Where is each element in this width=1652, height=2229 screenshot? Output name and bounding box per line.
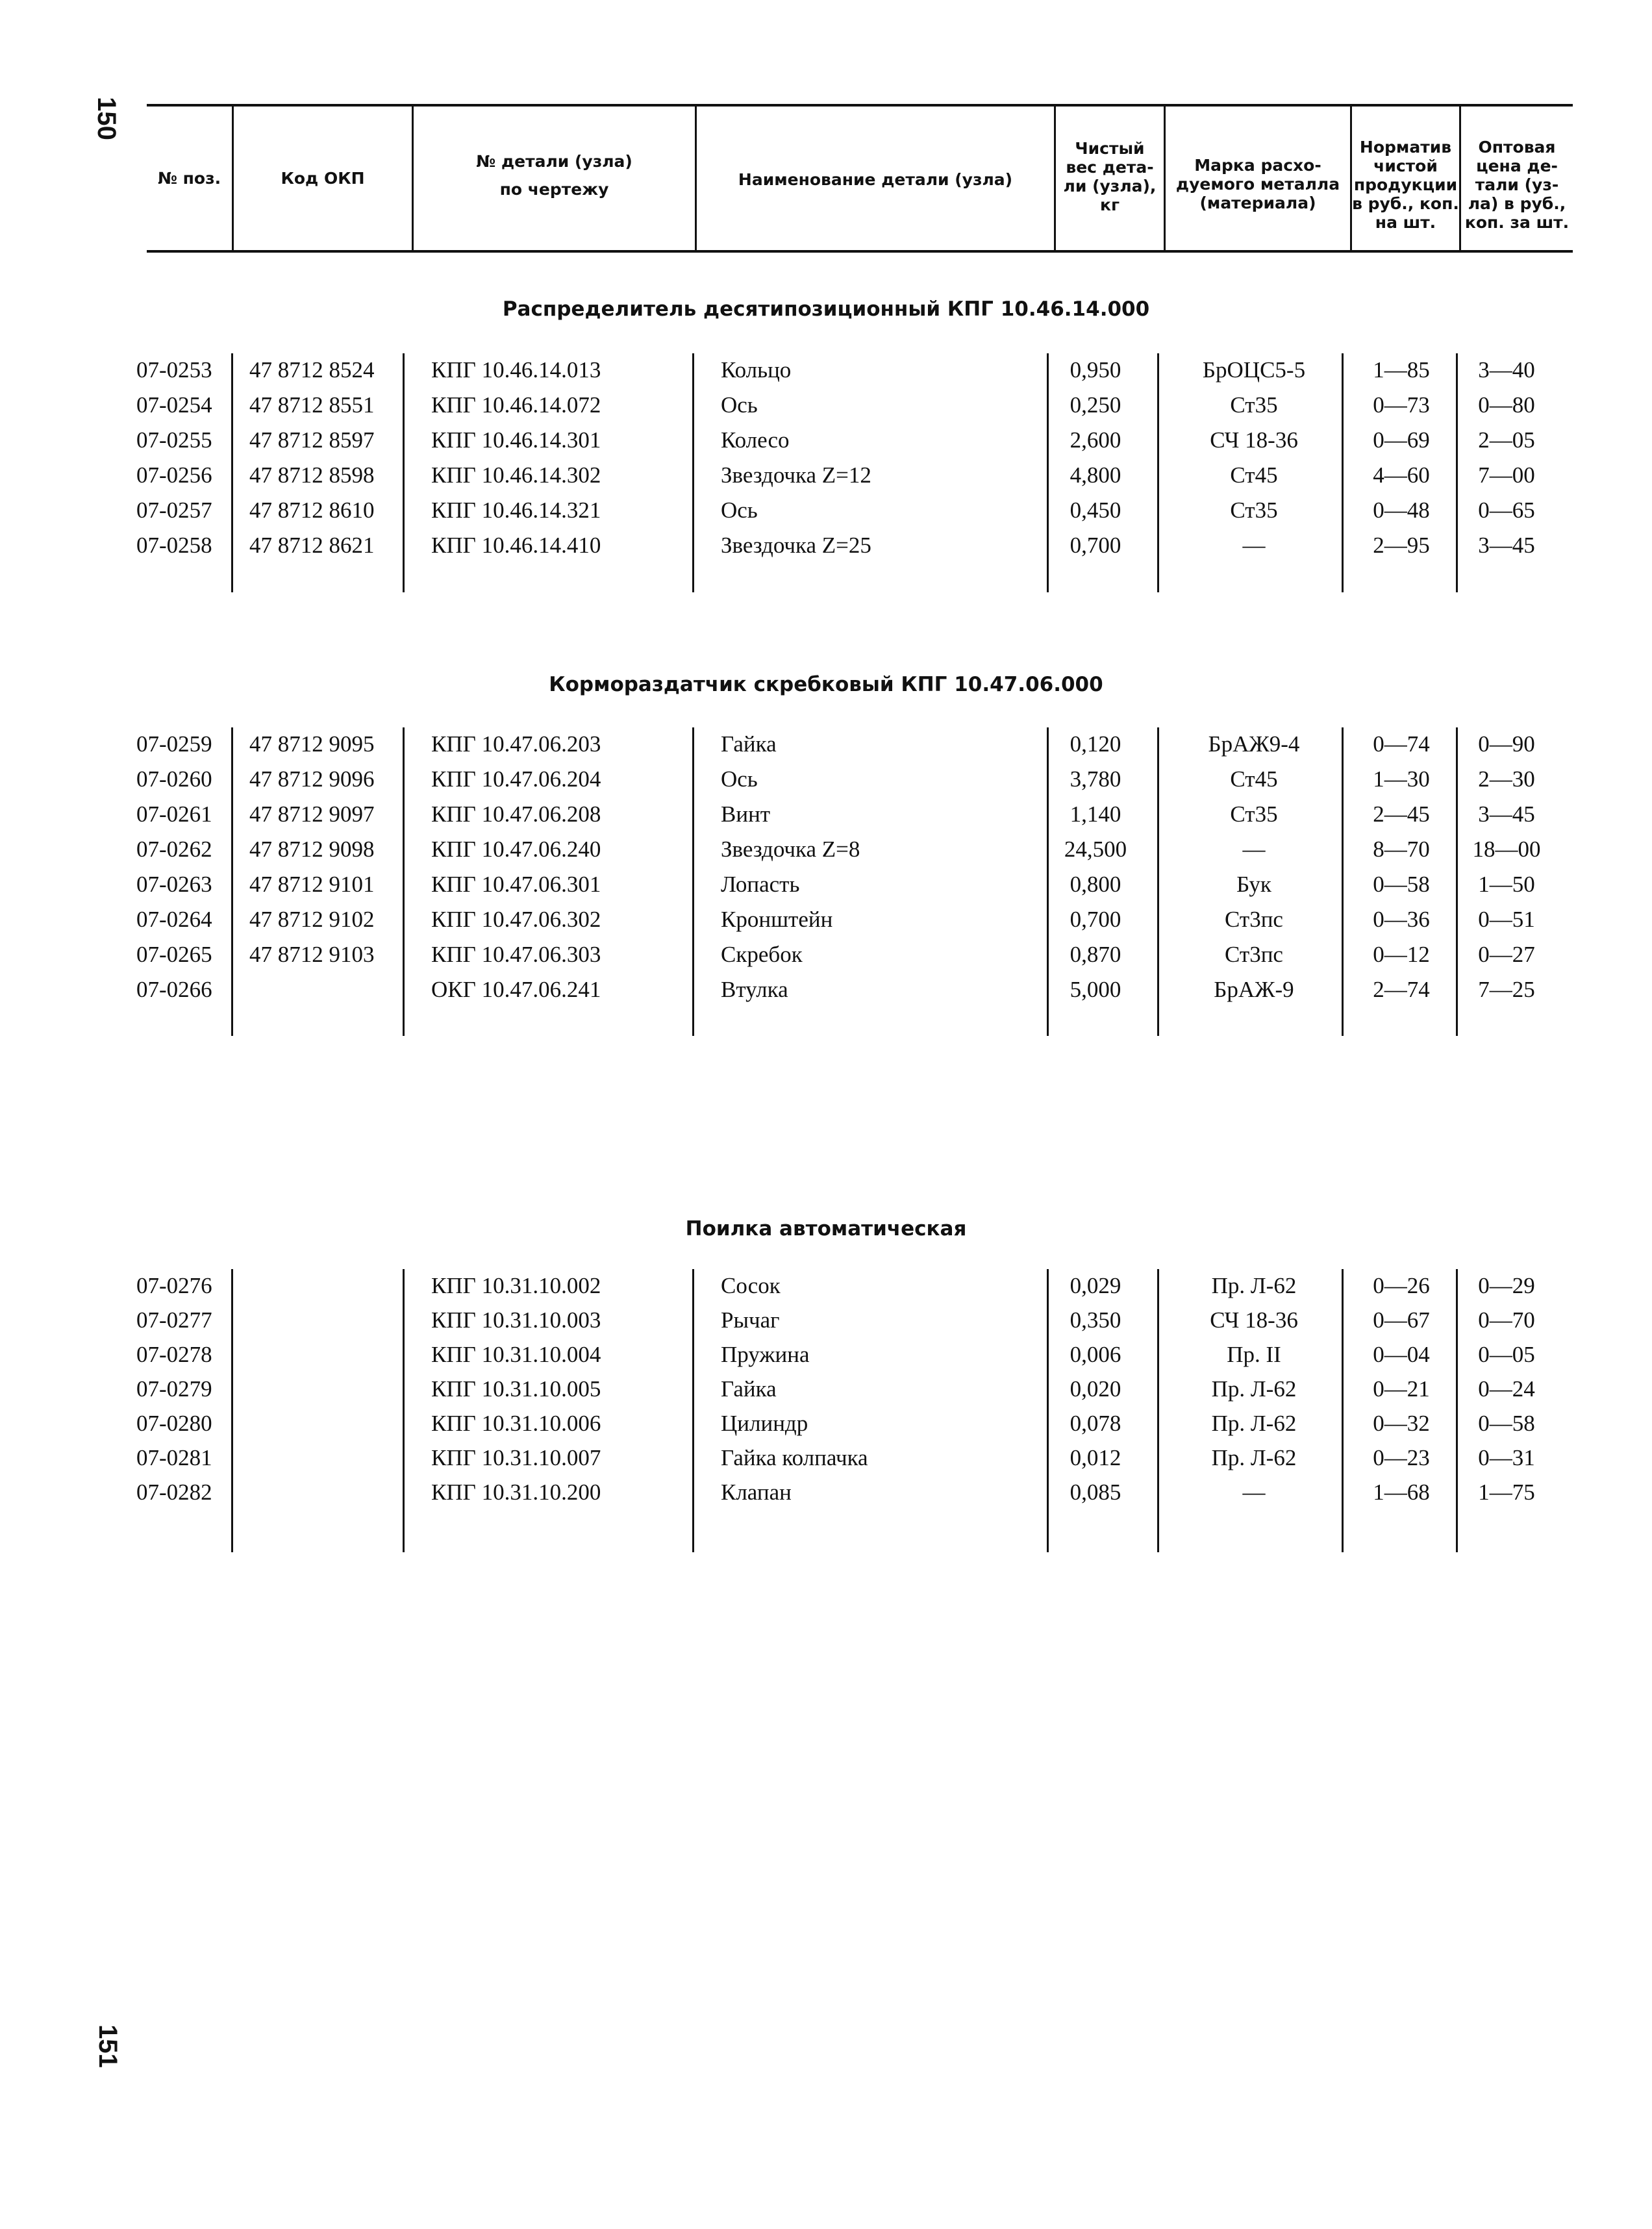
row-okp-code: 47 8712 9102 [249, 907, 375, 932]
header-material-line3: (материала) [1199, 194, 1316, 212]
row-price: 0—58 [1478, 1411, 1535, 1436]
row-norm: 2—45 [1373, 801, 1430, 827]
row-detail-number: КПГ 10.47.06.240 [431, 837, 601, 862]
column-divider [1456, 1269, 1458, 1552]
row-detail-number: КПГ 10.46.14.072 [431, 392, 601, 418]
header-weight-line4: кг [1099, 195, 1120, 214]
row-material: Ст45 [1230, 766, 1278, 792]
row-position: 07-0266 [136, 977, 212, 1002]
row-weight: 0,006 [1070, 1342, 1121, 1367]
row-weight: 5,000 [1070, 977, 1121, 1002]
row-okp-code: 47 8712 8610 [249, 497, 375, 523]
header-okp: Код ОКП [281, 169, 365, 188]
row-detail-number: КПГ 10.31.10.007 [431, 1445, 601, 1470]
row-norm: 0—23 [1373, 1445, 1430, 1470]
row-weight: 0,800 [1070, 872, 1121, 897]
row-position: 07-0263 [136, 872, 212, 897]
column-divider [231, 353, 233, 592]
row-detail-name: Скребок [721, 942, 803, 967]
row-price: 3—45 [1478, 533, 1535, 558]
row-material: — [1242, 837, 1266, 862]
header-material-line1: Марка расхо- [1194, 156, 1321, 175]
row-norm: 1—30 [1373, 766, 1430, 792]
column-divider [1456, 353, 1458, 592]
row-position: 07-0259 [136, 731, 212, 757]
header-weight-line3: ли (узла), [1063, 177, 1157, 195]
row-detail-number: ОКГ 10.47.06.241 [431, 977, 601, 1002]
header-norm-line5: на шт. [1375, 213, 1436, 232]
row-detail-name: Звездочка Z=25 [721, 533, 871, 558]
row-weight: 0,700 [1070, 907, 1121, 932]
row-detail-name: Пружина [721, 1342, 810, 1367]
row-material: Ст35 [1230, 801, 1278, 827]
row-position: 07-0256 [136, 462, 212, 488]
row-weight: 0,950 [1070, 357, 1121, 383]
row-detail-name: Сосок [721, 1273, 781, 1298]
row-weight: 0,020 [1070, 1376, 1121, 1402]
row-detail-name: Звездочка Z=12 [721, 462, 871, 488]
row-position: 07-0278 [136, 1342, 212, 1367]
row-detail-name: Цилиндр [721, 1411, 808, 1436]
row-weight: 0,120 [1070, 731, 1121, 757]
row-material: БрАЖ-9 [1214, 977, 1294, 1002]
row-weight: 2,600 [1070, 427, 1121, 453]
row-price: 0—90 [1478, 731, 1535, 757]
row-position: 07-0253 [136, 357, 212, 383]
row-price: 3—40 [1478, 357, 1535, 383]
row-weight: 0,350 [1070, 1307, 1121, 1333]
row-detail-number: КПГ 10.47.06.203 [431, 731, 601, 757]
row-detail-number: КПГ 10.31.10.002 [431, 1273, 601, 1298]
row-detail-number: КПГ 10.47.06.303 [431, 942, 601, 967]
row-price: 0—65 [1478, 497, 1535, 523]
row-norm: 1—85 [1373, 357, 1430, 383]
row-price: 7—25 [1478, 977, 1535, 1002]
row-material: Ст45 [1230, 462, 1278, 488]
row-norm: 0—04 [1373, 1342, 1430, 1367]
header-weight [1056, 139, 1164, 214]
row-detail-name: Лопасть [721, 872, 800, 897]
row-price: 3—45 [1478, 801, 1535, 827]
row-weight: 4,800 [1070, 462, 1121, 488]
header-detail-no-line1: № детали (узла) [476, 152, 632, 171]
row-detail-number: КПГ 10.47.06.204 [431, 766, 601, 792]
row-material: Пр. Л-62 [1211, 1376, 1297, 1402]
row-detail-name: Рычаг [721, 1307, 780, 1333]
row-detail-number: КПГ 10.47.06.301 [431, 872, 601, 897]
header-price-line5: коп. за шт. [1464, 213, 1570, 232]
column-divider [1157, 727, 1159, 1036]
header-norm-line3: продукции [1353, 175, 1458, 194]
row-detail-name: Гайка [721, 1376, 777, 1402]
row-price: 0—51 [1478, 907, 1535, 932]
row-okp-code: 47 8712 8598 [249, 462, 375, 488]
row-position: 07-0257 [136, 497, 212, 523]
row-position: 07-0276 [136, 1273, 212, 1298]
row-detail-number: КПГ 10.47.06.208 [431, 801, 601, 827]
row-norm: 2—95 [1373, 533, 1430, 558]
row-material: Ст35 [1230, 497, 1278, 523]
row-norm: 8—70 [1373, 837, 1430, 862]
header-weight-line1: Чистый [1075, 139, 1145, 158]
header-norm-line2: чистой [1373, 157, 1438, 175]
row-weight: 0,029 [1070, 1273, 1121, 1298]
row-norm: 1—68 [1373, 1480, 1430, 1505]
row-norm: 0—67 [1373, 1307, 1430, 1333]
column-divider [1456, 727, 1458, 1036]
row-detail-name: Гайка [721, 731, 777, 757]
row-detail-name: Клапан [721, 1480, 792, 1505]
row-material: Пр. II [1227, 1342, 1281, 1367]
row-price: 0—70 [1478, 1307, 1535, 1333]
row-detail-name: Ось [721, 497, 758, 523]
row-detail-number: КПГ 10.46.14.013 [431, 357, 601, 383]
row-material: Пр. Л-62 [1211, 1445, 1297, 1470]
row-price: 18—00 [1472, 837, 1541, 862]
row-norm: 0—48 [1373, 497, 1430, 523]
row-price: 7—00 [1478, 462, 1535, 488]
header-material-line2: дуемого металла [1175, 175, 1340, 194]
row-detail-number: КПГ 10.46.14.301 [431, 427, 601, 453]
column-divider [1157, 1269, 1159, 1552]
section-title: Кормораздатчик скребковый КПГ 10.47.06.000 [549, 673, 1103, 696]
row-position: 07-0282 [136, 1480, 212, 1505]
row-price: 1—75 [1478, 1480, 1535, 1505]
row-detail-number: КПГ 10.31.10.200 [431, 1480, 601, 1505]
row-weight: 0,012 [1070, 1445, 1121, 1470]
row-position: 07-0261 [136, 801, 212, 827]
row-material: Пр. Л-62 [1211, 1273, 1297, 1298]
row-material: СЧ 18-36 [1210, 1307, 1298, 1333]
row-material: БрОЦС5-5 [1202, 357, 1306, 383]
header-name: Наименование детали (узла) [738, 170, 1013, 189]
row-price: 0—05 [1478, 1342, 1535, 1367]
header-detail-no [414, 152, 695, 199]
row-material: Бук [1236, 872, 1271, 897]
column-divider [1342, 727, 1344, 1036]
column-divider [692, 353, 694, 592]
row-detail-name: Кронштейн [721, 907, 833, 932]
header-norm-line1: Норматив [1359, 138, 1452, 157]
header-price [1461, 138, 1573, 232]
row-okp-code: 47 8712 8597 [249, 427, 375, 453]
column-divider [692, 727, 694, 1036]
row-detail-number: КПГ 10.47.06.302 [431, 907, 601, 932]
header-pos: № поз. [157, 169, 221, 188]
row-position: 07-0264 [136, 907, 212, 932]
row-detail-name: Втулка [721, 977, 788, 1002]
row-detail-name: Ось [721, 392, 758, 418]
row-detail-name: Винт [721, 801, 771, 827]
page-number-top: 150 [92, 97, 121, 140]
row-okp-code: 47 8712 8551 [249, 392, 375, 418]
row-material: Ст3пс [1225, 907, 1283, 932]
row-weight: 0,700 [1070, 533, 1121, 558]
row-material: БрАЖ9-4 [1208, 731, 1300, 757]
column-divider [1047, 353, 1049, 592]
row-price: 0—31 [1478, 1445, 1535, 1470]
row-material: Пр. Л-62 [1211, 1411, 1297, 1436]
row-okp-code: 47 8712 9097 [249, 801, 375, 827]
row-position: 07-0265 [136, 942, 212, 967]
header-price-line3: тали (уз- [1475, 175, 1559, 194]
row-weight: 3,780 [1070, 766, 1121, 792]
column-divider [403, 1269, 405, 1552]
row-weight: 0,085 [1070, 1480, 1121, 1505]
column-divider [403, 353, 405, 592]
row-detail-name: Ось [721, 766, 758, 792]
row-detail-name: Звездочка Z=8 [721, 837, 860, 862]
row-detail-number: КПГ 10.46.14.302 [431, 462, 601, 488]
row-price: 0—29 [1478, 1273, 1535, 1298]
row-norm: 4—60 [1373, 462, 1430, 488]
header-norm [1352, 138, 1459, 232]
header-norm-line4: в руб., коп. [1352, 194, 1459, 213]
column-divider [692, 1269, 694, 1552]
row-position: 07-0255 [136, 427, 212, 453]
row-norm: 0—69 [1373, 427, 1430, 453]
row-weight: 0,870 [1070, 942, 1121, 967]
row-position: 07-0260 [136, 766, 212, 792]
row-okp-code: 47 8712 9103 [249, 942, 375, 967]
row-material: Ст35 [1230, 392, 1278, 418]
row-weight: 0,250 [1070, 392, 1121, 418]
row-weight: 0,078 [1070, 1411, 1121, 1436]
row-position: 07-0262 [136, 837, 212, 862]
row-okp-code: 47 8712 9101 [249, 872, 375, 897]
row-position: 07-0279 [136, 1376, 212, 1402]
row-detail-name: Колесо [721, 427, 790, 453]
header-material [1166, 156, 1350, 212]
header-price-line1: Оптовая [1478, 138, 1556, 157]
row-norm: 0—36 [1373, 907, 1430, 932]
row-price: 2—30 [1478, 766, 1535, 792]
column-divider [231, 1269, 233, 1552]
header-price-line4: ла) в руб., [1468, 194, 1566, 213]
column-divider [1047, 1269, 1049, 1552]
row-norm: 2—74 [1373, 977, 1430, 1002]
page-number-bottom: 151 [93, 2024, 122, 2068]
row-price: 0—27 [1478, 942, 1535, 967]
row-detail-number: КПГ 10.31.10.004 [431, 1342, 601, 1367]
row-price: 0—80 [1478, 392, 1535, 418]
row-detail-number: КПГ 10.46.14.410 [431, 533, 601, 558]
row-position: 07-0280 [136, 1411, 212, 1436]
row-price: 2—05 [1478, 427, 1535, 453]
row-detail-number: КПГ 10.31.10.003 [431, 1307, 601, 1333]
row-position: 07-0258 [136, 533, 212, 558]
row-norm: 0—12 [1373, 942, 1430, 967]
row-okp-code: 47 8712 9098 [249, 837, 375, 862]
column-divider [231, 727, 233, 1036]
column-divider [1342, 1269, 1344, 1552]
row-price: 1—50 [1478, 872, 1535, 897]
row-detail-number: КПГ 10.31.10.005 [431, 1376, 601, 1402]
row-detail-number: КПГ 10.46.14.321 [431, 497, 601, 523]
row-position: 07-0277 [136, 1307, 212, 1333]
row-weight: 1,140 [1070, 801, 1121, 827]
row-detail-number: КПГ 10.31.10.006 [431, 1411, 601, 1436]
row-material: СЧ 18-36 [1210, 427, 1298, 453]
row-okp-code: 47 8712 9095 [249, 731, 375, 757]
row-material: — [1242, 533, 1266, 558]
column-divider [403, 727, 405, 1036]
header-weight-line2: вес дета- [1066, 158, 1154, 177]
section-title: Распределитель десятипозиционный КПГ 10.46.14.000 [502, 297, 1150, 321]
row-material: Ст3пс [1225, 942, 1283, 967]
column-divider [1157, 353, 1159, 592]
row-material: — [1242, 1480, 1266, 1505]
row-detail-name: Кольцо [721, 357, 792, 383]
row-norm: 0—26 [1373, 1273, 1430, 1298]
row-position: 07-0254 [136, 392, 212, 418]
header-price-line2: цена де- [1476, 157, 1558, 175]
row-detail-name: Гайка колпачка [721, 1445, 868, 1470]
column-divider [1342, 353, 1344, 592]
header-detail-no-line2: по чертежу [499, 180, 609, 199]
row-price: 0—24 [1478, 1376, 1535, 1402]
section-title: Поилка автоматическая [685, 1217, 967, 1240]
row-okp-code: 47 8712 8621 [249, 533, 375, 558]
row-okp-code: 47 8712 8524 [249, 357, 375, 383]
row-position: 07-0281 [136, 1445, 212, 1470]
row-weight: 0,450 [1070, 497, 1121, 523]
row-norm: 0—58 [1373, 872, 1430, 897]
row-norm: 0—73 [1373, 392, 1430, 418]
column-divider [1047, 727, 1049, 1036]
row-okp-code: 47 8712 9096 [249, 766, 375, 792]
row-weight: 24,500 [1064, 837, 1127, 862]
row-norm: 0—32 [1373, 1411, 1430, 1436]
row-norm: 0—21 [1373, 1376, 1430, 1402]
row-norm: 0—74 [1373, 731, 1430, 757]
